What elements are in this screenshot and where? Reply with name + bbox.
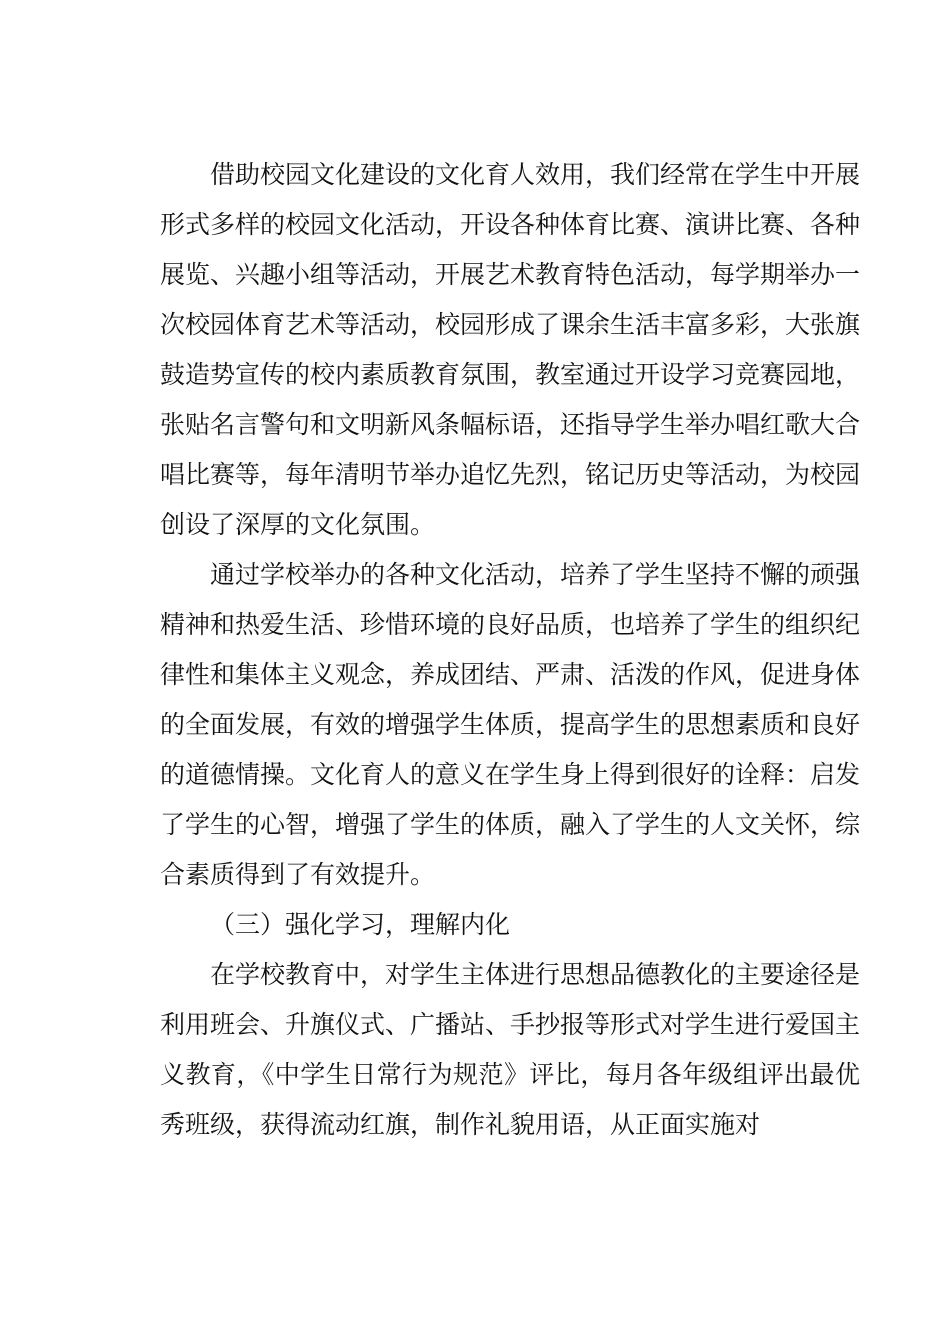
paragraph-activity-benefits: 通过学校举办的各种文化活动，培养了学生坚持不懈的顽强精神和热爱生活、珍惜环境的良好品质，也培养了学生的组织纪律性和集体主义观念，养成团结、严肃、活泼的作风，促进身体的全面发展，有效的增强学生体质，提高学生的思想素质和良好的道德情操。文化育人的意义在学生身上得到很好的诠释：启发了学生的心智，增强了学生的体质，融入了学生的人文关怀，综合素质得到了有效提升。: [160, 560, 861, 889]
section-heading: （三）强化学习，理解内化: [210, 910, 511, 939]
paragraph-campus-culture: 借助校园文化建设的文化育人效用，我们经常在学生中开展形式多样的校园文化活动，开设各种体育比赛、演讲比赛、各种展览、兴趣小组等活动，开展艺术教育特色活动，每学期举办一次校园体育艺术等活动，校园形成了课余生活丰富多彩，大张旗鼓造势宣传的校内素质教育氛围，教室通过开设学习竞赛园地，张贴名言警句和文明新风条幅标语，还指导学生举办唱红歌大合唱比赛等，每年清明节举办追忆先烈，铭记历史等活动，为校园创设了深厚的文化氛围。: [160, 160, 861, 539]
document-body: [160, 150, 860, 1150]
paragraph-moral-education: 在学校教育中，对学生主体进行思想品德教化的主要途径是利用班会、升旗仪式、广播站、手抄报等形式对学生进行爱国主义教育，《中学生日常行为规范》评比，每月各年级组评出最优秀班级，获得流动红旗，制作礼貌用语，从正面实施对: [160, 960, 861, 1139]
